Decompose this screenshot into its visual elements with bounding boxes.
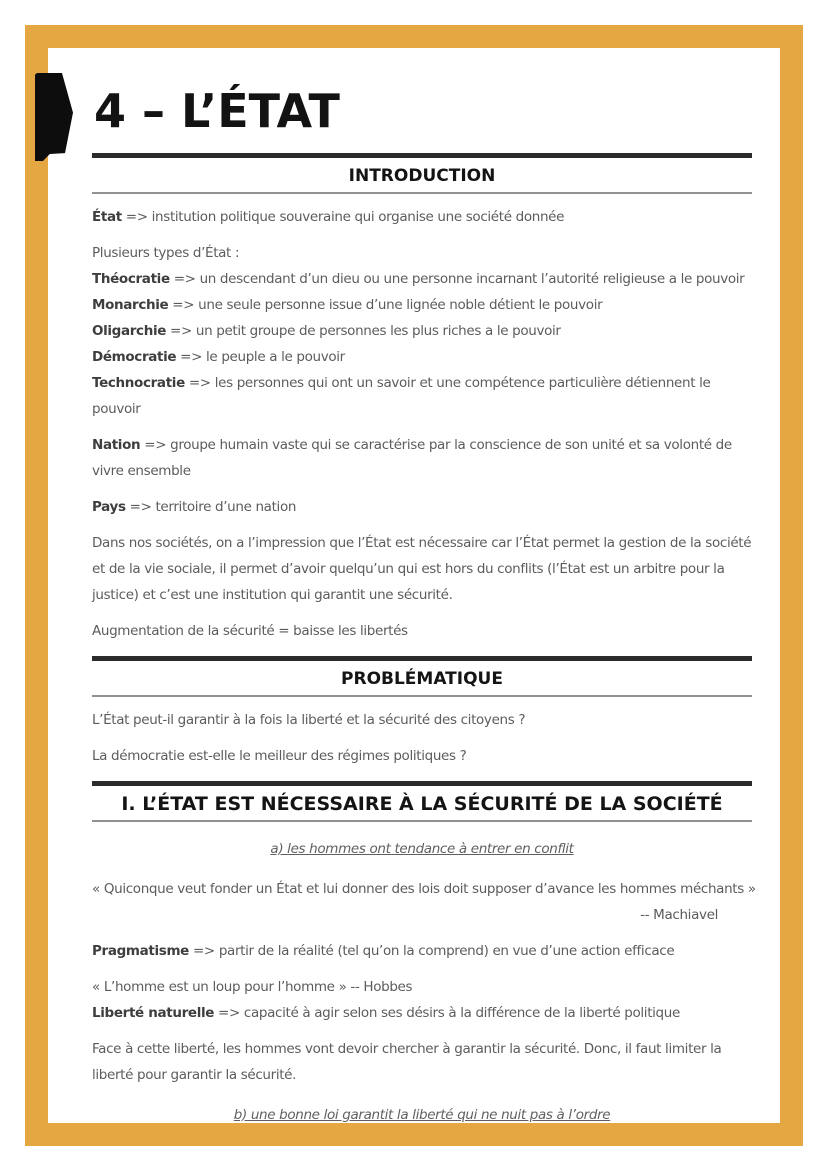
question-liberte-securite: L’État peut-il garantir à la fois la liberté et la sécurité des citoyens ? bbox=[92, 711, 526, 728]
type-monarchie-term: Monarchie bbox=[92, 296, 169, 313]
definition-liberte-naturelle-text: => capacité à agir selon ses désirs à la différence de la liberté politique bbox=[218, 1004, 680, 1021]
state-types-intro-line: Plusieurs types d’État : bbox=[92, 244, 240, 261]
type-line-oligarchie bbox=[92, 318, 752, 344]
type-line-theocratie bbox=[92, 266, 752, 292]
type-monarchie-text: => une seule personne issue d’une lignée noble détient le pouvoir bbox=[172, 296, 603, 313]
type-theocratie-term: Théocratie bbox=[92, 270, 170, 287]
state-types-list bbox=[92, 240, 752, 422]
definition-liberte-naturelle-term: Liberté naturelle bbox=[92, 1004, 215, 1021]
type-technocratie-text: => les personnes qui ont un savoir et une compétence particulière détiennent le pouvoir bbox=[92, 374, 711, 417]
definition-pragmatisme-term: Pragmatisme bbox=[92, 942, 189, 959]
definition-pragmatisme bbox=[92, 938, 752, 964]
quote-hobbes: « L’homme est un loup pour l’homme » -- Hobbes bbox=[92, 978, 413, 995]
section-heading-part1: I. L’ÉTAT EST NÉCESSAIRE À LA SÉCURITÉ DE LA SOCIÉTÉ bbox=[92, 781, 752, 822]
question-democratie: La démocratie est-elle le meilleur des régimes politiques ? bbox=[92, 747, 467, 764]
type-theocratie-text: => un descendant d’un dieu ou une personne incarnant l’autorité religieuse a le pouvoir bbox=[173, 270, 745, 287]
paragraph-societes: Dans nos sociétés, on a l’impression que l’État est nécessaire car l’État permet la gestion de la société et de la vie sociale, il permet d’avoir quelqu’un qui est hors du conflits (l’État est un arbitre pour la justice) et c’est une institution qui garantit une sécurité. bbox=[92, 534, 752, 603]
type-line-democratie bbox=[92, 344, 752, 370]
page-title: 4 – L’ÉTAT bbox=[94, 84, 340, 138]
definition-pragmatisme-text: => partir de la réalité (tel qu’on la comprend) en vue d’une action efficace bbox=[192, 942, 675, 959]
section-heading-problematique: PROBLÉMATIQUE bbox=[92, 656, 752, 697]
type-oligarchie-text: => un petit groupe de personnes les plus riches a le pouvoir bbox=[170, 322, 561, 339]
subsection-a-heading: a) les hommes ont tendance à entrer en conflit bbox=[270, 840, 574, 857]
definition-pays-text: => territoire d’une nation bbox=[129, 498, 297, 515]
definition-nation-term: Nation bbox=[92, 436, 141, 453]
quote-machiavel-author: -- Machiavel bbox=[640, 906, 718, 923]
quote-machiavel: « Quiconque veut fonder un État et lui donner des lois doit supposer d’avance les hommes méchants » bbox=[92, 880, 756, 897]
type-democratie-term: Démocratie bbox=[92, 348, 177, 365]
definition-etat-term: État bbox=[92, 208, 122, 225]
type-oligarchie-term: Oligarchie bbox=[92, 322, 167, 339]
definition-liberte-naturelle bbox=[92, 1000, 752, 1026]
definition-etat bbox=[92, 204, 752, 230]
definition-pays bbox=[92, 494, 752, 520]
definition-etat-text: => institution politique souveraine qui organise une société donnée bbox=[125, 208, 565, 225]
quote-machiavel-block bbox=[92, 876, 756, 928]
definition-pays-term: Pays bbox=[92, 498, 126, 515]
document-page bbox=[92, 48, 756, 1142]
type-line-technocratie bbox=[92, 370, 752, 422]
type-line-monarchie bbox=[92, 292, 752, 318]
type-technocratie-term: Technocratie bbox=[92, 374, 185, 391]
paragraph-augmentation-securite: Augmentation de la sécurité = baisse les libertés bbox=[92, 622, 408, 639]
definition-nation bbox=[92, 432, 752, 484]
subsection-b-heading: b) une bonne loi garantit la liberté qui ne nuit pas à l’ordre bbox=[233, 1106, 611, 1123]
hobbes-block bbox=[92, 974, 752, 1026]
definition-nation-text: => groupe humain vaste qui se caractérise par la conscience de son unité et sa volonté de vivre ensemble bbox=[92, 436, 732, 479]
type-democratie-text: => le peuple a le pouvoir bbox=[180, 348, 345, 365]
paragraph-face-liberte: Face à cette liberté, les hommes vont devoir chercher à garantir la sécurité. Donc, il faut limiter la liberté pour garantir la sécurité. bbox=[92, 1040, 722, 1083]
section-heading-introduction: INTRODUCTION bbox=[92, 153, 752, 194]
